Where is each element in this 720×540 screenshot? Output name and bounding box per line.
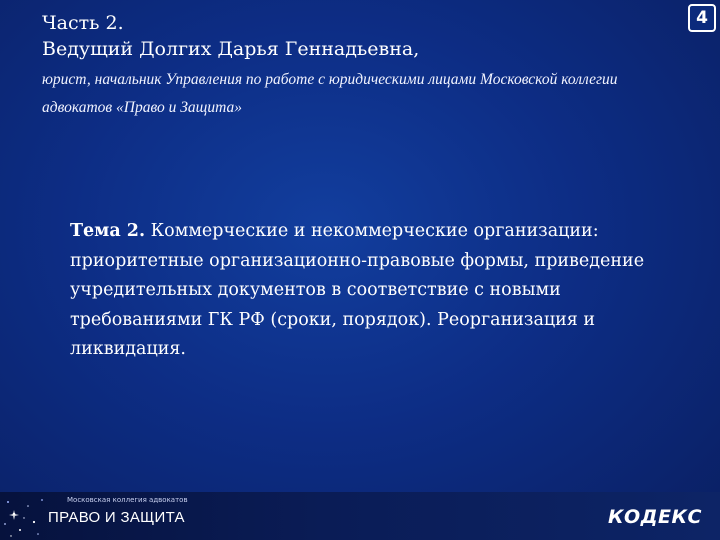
part-title: Часть 2.	[42, 12, 124, 34]
page-number-badge: 4	[688, 4, 716, 32]
org-name-logo: ПРАВО И ЗАЩИТА	[48, 509, 185, 526]
topic-label: Тема 2.	[70, 221, 146, 241]
speaker-description: юрист, начальник Управления по работе с юридическими лицами Московской коллегии адвокатов «Право и Защита»	[42, 71, 618, 116]
footer-bar	[0, 492, 720, 540]
slide-header	[42, 10, 672, 122]
speaker-name: Ведущий Долгих Дарья Геннадьевна,	[42, 38, 420, 60]
topic-text: Коммерческие и некоммерческие организации: приоритетные организационно-правовые формы, приведение учредительных документов в соответствие с новыми требованиями ГК РФ (сроки, порядок). Реорганизация и ликвидация.	[70, 221, 645, 359]
org-subtitle: Московская коллегия адвокатов	[67, 496, 188, 504]
topic-block	[70, 217, 650, 365]
kodeks-logo: КОДЕКС	[607, 506, 702, 528]
